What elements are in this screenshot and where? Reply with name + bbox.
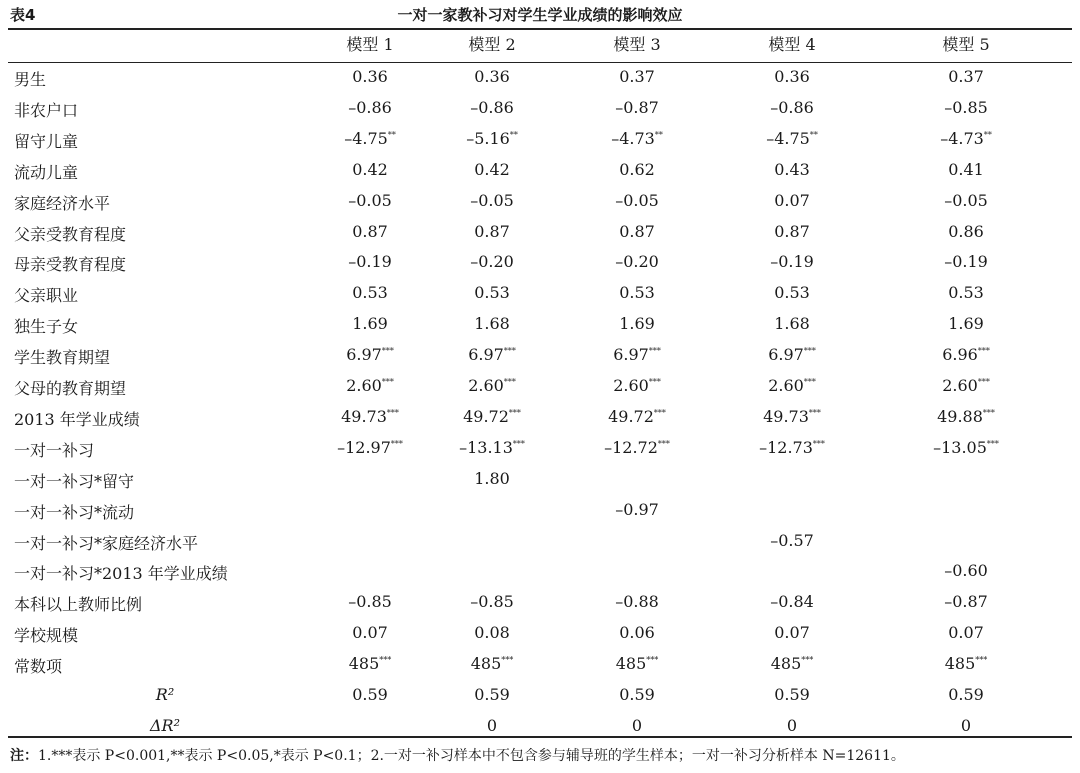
table-cell [896, 345, 1036, 364]
row-label: 一对一补习*留守 [14, 471, 135, 491]
table-cell [722, 716, 862, 735]
row-label: R² [155, 685, 175, 704]
cell-value: 1.69 [619, 314, 655, 334]
table-cell [567, 407, 707, 426]
table-cell [722, 376, 862, 395]
table-cell [567, 129, 707, 148]
cell-value: 0.86 [948, 221, 984, 241]
table-cell [422, 716, 562, 735]
cell-value: 485 [615, 654, 647, 674]
table-cell [422, 283, 562, 302]
table-row [0, 650, 1080, 681]
table-cell [567, 222, 707, 241]
table-row [0, 557, 1080, 588]
table-cell [300, 191, 440, 210]
table-row [0, 187, 1080, 218]
cell-value: 0.36 [352, 67, 388, 86]
cell-value: 0.06 [619, 623, 655, 643]
cell-value: 2.60 [942, 376, 978, 395]
table-cell [300, 314, 440, 333]
cell-value: –0.05 [348, 190, 392, 210]
table-cell [722, 314, 862, 333]
cell-value: –0.05 [470, 190, 514, 210]
significance-marker: *** [982, 408, 995, 418]
table-cell [567, 345, 707, 364]
cell-value: 0.07 [774, 623, 810, 643]
table-cell [567, 191, 707, 210]
significance-marker: *** [986, 439, 999, 449]
table-cell [422, 469, 562, 488]
table-cell [422, 685, 562, 704]
cell-value: 2.60 [768, 376, 804, 395]
significance-marker: *** [512, 439, 525, 449]
significance-marker: ** [809, 130, 818, 140]
table-row [0, 125, 1080, 156]
table-row [0, 218, 1080, 249]
cell-value: –12.97 [337, 437, 391, 457]
cell-value: 0.59 [619, 685, 655, 704]
significance-marker: *** [657, 439, 670, 449]
table-cell [300, 407, 440, 426]
table-cell [300, 438, 440, 457]
row-label: 一对一补习*流动 [14, 502, 135, 522]
cell-value: –0.85 [470, 592, 514, 612]
column-header-model-2: 模型 2 [468, 35, 516, 54]
column-header-model-3: 模型 3 [613, 35, 661, 54]
cell-value: 0.36 [474, 67, 510, 86]
table-cell [422, 191, 562, 210]
cell-value: –0.86 [470, 97, 514, 117]
cell-value: –0.86 [348, 97, 392, 117]
table-cell [567, 67, 707, 86]
cell-value: 0.59 [352, 685, 388, 704]
cell-value: –12.73 [759, 437, 813, 457]
table-cell [896, 283, 1036, 302]
table-cell [300, 98, 440, 117]
table-cell [722, 191, 862, 210]
table-cell [722, 67, 862, 86]
table-row [0, 681, 1080, 712]
cell-value: –0.57 [770, 530, 814, 550]
table-cell [567, 500, 707, 519]
table-cell [722, 438, 862, 457]
row-label: 父母的教育期望 [14, 379, 127, 398]
cell-value: 0.07 [352, 623, 388, 643]
table-cell [722, 685, 862, 704]
table-cell [567, 654, 707, 673]
table-cell [300, 222, 440, 241]
table-row [0, 434, 1080, 465]
table-cell [896, 67, 1036, 86]
row-label: 学校规模 [14, 626, 79, 646]
cell-value: 0.87 [619, 221, 655, 241]
row-label: 一对一补习*家庭经济水平 [14, 533, 199, 553]
table-cell [722, 654, 862, 673]
table-cell [896, 592, 1036, 611]
cell-value: 49.72 [608, 406, 654, 426]
cell-value: 0.59 [474, 685, 510, 704]
note-label: 注： [10, 748, 38, 764]
significance-marker: *** [381, 346, 394, 356]
table-cell [896, 314, 1036, 333]
significance-marker: *** [381, 377, 394, 387]
table-cell [896, 252, 1036, 271]
table-cell [722, 531, 862, 550]
cell-value: 0.87 [352, 221, 388, 241]
cell-value: 0.41 [948, 159, 984, 179]
table-cell [300, 252, 440, 271]
table-cell [567, 98, 707, 117]
table-cell [567, 685, 707, 704]
table-cell [722, 222, 862, 241]
table-cell [422, 345, 562, 364]
table-cell [567, 716, 707, 735]
row-label: 男生 [14, 70, 47, 89]
cell-value: 0 [960, 715, 972, 735]
significance-marker: *** [808, 408, 821, 418]
table-cell [896, 561, 1036, 580]
cell-value: –5.16 [466, 128, 510, 148]
table-cell [300, 376, 440, 395]
table-cell [896, 407, 1036, 426]
cell-value: –0.87 [615, 97, 659, 117]
table-cell [300, 685, 440, 704]
row-label: 家庭经济水平 [14, 193, 111, 213]
table-cell [300, 654, 440, 673]
column-header-model-5: 模型 5 [942, 35, 990, 54]
table-row [0, 465, 1080, 496]
cell-value: 0.08 [474, 623, 510, 643]
cell-value: –0.05 [615, 190, 659, 210]
cell-value: –13.13 [459, 437, 513, 457]
row-label: 母亲受教育程度 [14, 255, 127, 275]
cell-value: –0.20 [615, 252, 659, 272]
cell-value: –4.75 [766, 128, 810, 148]
table-cell [422, 67, 562, 86]
table-cell [422, 314, 562, 333]
table-cell [722, 283, 862, 302]
cell-value: 6.97 [768, 345, 804, 365]
table-cell [567, 160, 707, 179]
table-cell [567, 314, 707, 333]
table-cell [422, 654, 562, 673]
table-cell [722, 129, 862, 148]
row-label: 一对一补习 [14, 440, 95, 460]
cell-value: –0.87 [944, 592, 988, 612]
cell-value: 0.62 [619, 159, 655, 179]
cell-value: –0.86 [770, 97, 814, 117]
cell-value: 485 [470, 654, 502, 674]
cell-value: 0.53 [948, 283, 984, 303]
table-number: 表4 [10, 6, 36, 24]
cell-value: 0.37 [619, 67, 655, 86]
table-row [0, 156, 1080, 187]
table-cell [422, 129, 562, 148]
row-label: 学生教育期望 [14, 348, 111, 368]
significance-marker: *** [648, 346, 661, 356]
significance-marker: *** [503, 346, 516, 356]
cell-value: 0 [631, 715, 643, 735]
significance-marker: *** [977, 377, 990, 387]
table-cell [722, 252, 862, 271]
table-cell [300, 623, 440, 642]
cell-value: 0.87 [774, 221, 810, 241]
cell-value: 2.60 [613, 376, 649, 395]
table-cell [300, 129, 440, 148]
table-row [0, 279, 1080, 310]
table-cell [567, 252, 707, 271]
table-cell [567, 376, 707, 395]
cell-value: –0.97 [615, 499, 659, 519]
row-label: 一对一补习*2013 年学业成绩 [14, 564, 228, 584]
table-cell [422, 376, 562, 395]
table-note [10, 745, 905, 765]
table-cell [722, 407, 862, 426]
cell-value: –0.19 [770, 252, 814, 272]
cell-value: 0.53 [774, 283, 810, 303]
table-row [0, 403, 1080, 434]
table-cell [422, 592, 562, 611]
table-row [0, 248, 1080, 279]
table-cell [896, 716, 1036, 735]
cell-value: 1.69 [948, 314, 984, 334]
cell-value: 0.37 [948, 67, 984, 86]
significance-marker: *** [646, 655, 659, 665]
row-label: 2013 年学业成绩 [14, 409, 140, 429]
significance-marker: *** [801, 655, 814, 665]
cell-value: –4.73 [611, 128, 655, 148]
cell-value: 2.60 [468, 376, 504, 395]
note-text: 1.***表示 P<0.001,**表示 P<0.05,*表示 P<0.1；2.一对一补习样本中不包含参与辅导班的学生样本；一对一补习分析样本 N=12611。 [38, 748, 905, 764]
cell-value: –0.19 [348, 252, 392, 272]
table-cell [896, 438, 1036, 457]
cell-value: 1.69 [352, 314, 388, 334]
significance-marker: *** [386, 408, 399, 418]
significance-marker: ** [654, 130, 663, 140]
table-cell [896, 685, 1036, 704]
cell-value: 0.87 [474, 221, 510, 241]
significance-marker: *** [977, 346, 990, 356]
table-row [0, 372, 1080, 403]
table-cell [422, 407, 562, 426]
table-cell [896, 129, 1036, 148]
cell-value: –4.73 [940, 128, 984, 148]
cell-value: 485 [770, 654, 802, 674]
cell-value: 6.97 [613, 345, 649, 365]
cell-value: 1.68 [774, 314, 810, 334]
cell-value: 6.97 [468, 345, 504, 365]
significance-marker: *** [975, 655, 988, 665]
cell-value: 0.59 [948, 685, 984, 704]
cell-value: –0.19 [944, 252, 988, 272]
table-cell [300, 67, 440, 86]
table-row [0, 63, 1080, 94]
table-cell [567, 283, 707, 302]
table-cell [896, 222, 1036, 241]
significance-marker: *** [508, 408, 521, 418]
table-cell [722, 98, 862, 117]
row-label: 常数项 [14, 657, 63, 677]
row-label: 父亲受教育程度 [14, 224, 127, 244]
table-row [0, 712, 1080, 743]
cell-value: –0.60 [944, 561, 988, 581]
table-row [0, 619, 1080, 650]
table-cell [300, 592, 440, 611]
table-row [0, 94, 1080, 125]
row-label: ΔR² [149, 715, 180, 735]
significance-marker: *** [653, 408, 666, 418]
table-cell [722, 592, 862, 611]
table-row [0, 341, 1080, 372]
cell-value: 6.97 [346, 345, 382, 365]
cell-value: –0.88 [615, 592, 659, 612]
cell-value: 0.07 [948, 623, 984, 643]
row-label: 本科以上教师比例 [14, 595, 143, 615]
cell-value: –0.85 [348, 592, 392, 612]
row-label: 留守儿童 [14, 131, 79, 151]
table-cell [422, 438, 562, 457]
significance-marker: *** [503, 377, 516, 387]
cell-value: 49.72 [463, 406, 509, 426]
cell-value: –4.75 [344, 128, 388, 148]
table-cell [422, 222, 562, 241]
cell-value: –12.72 [604, 437, 658, 457]
table-cell [896, 623, 1036, 642]
table-row [0, 527, 1080, 558]
cell-value: 0.53 [352, 283, 388, 303]
significance-marker: ** [509, 130, 518, 140]
table-cell [422, 160, 562, 179]
table-cell [896, 160, 1036, 179]
cell-value: 0.36 [774, 67, 810, 86]
table-row [0, 588, 1080, 619]
cell-value: 485 [944, 654, 976, 674]
table-cell [722, 623, 862, 642]
significance-marker: ** [387, 130, 396, 140]
cell-value: 0.42 [474, 159, 510, 179]
row-label: 独生子女 [14, 317, 79, 337]
table-cell [896, 98, 1036, 117]
cell-value: 485 [348, 654, 380, 674]
cell-value: 0.07 [774, 190, 810, 210]
cell-value: 1.80 [474, 468, 510, 488]
cell-value: 49.73 [763, 406, 809, 426]
cell-value: –0.85 [944, 97, 988, 117]
table-cell [722, 345, 862, 364]
row-label: 流动儿童 [14, 162, 79, 182]
cell-value: 0.53 [474, 283, 510, 303]
column-header-model-1: 模型 1 [346, 35, 394, 54]
cell-value: 1.68 [474, 314, 510, 334]
table-cell [300, 283, 440, 302]
table-row [0, 310, 1080, 341]
table-cell [896, 191, 1036, 210]
table-caption [0, 0, 1080, 26]
column-header-model-4: 模型 4 [768, 35, 816, 54]
table-cell [567, 623, 707, 642]
significance-marker: *** [379, 655, 392, 665]
cell-value: 0 [486, 715, 498, 735]
table-cell [722, 160, 862, 179]
significance-marker: *** [390, 439, 403, 449]
cell-value: 49.88 [937, 406, 983, 426]
table-cell [896, 654, 1036, 673]
cell-value: –13.05 [933, 437, 987, 457]
cell-value: 49.73 [341, 406, 387, 426]
table-cell [300, 345, 440, 364]
significance-marker: *** [803, 377, 816, 387]
table-cell [896, 376, 1036, 395]
row-label: 非农户口 [14, 100, 79, 120]
table-cell [422, 252, 562, 271]
cell-value: 6.96 [942, 345, 978, 365]
cell-value: –0.84 [770, 592, 814, 612]
table-cell [300, 160, 440, 179]
table-cell [567, 592, 707, 611]
cell-value: 2.60 [346, 376, 382, 395]
significance-marker: *** [812, 439, 825, 449]
cell-value: 0.43 [774, 159, 810, 179]
table-cell [567, 438, 707, 457]
cell-value: 0.42 [352, 159, 388, 179]
table-title: 一对一家教补习对学生学业成绩的影响效应 [397, 6, 683, 24]
significance-marker: *** [803, 346, 816, 356]
table-cell [422, 98, 562, 117]
row-label: 父亲职业 [14, 286, 79, 306]
cell-value: –0.20 [470, 252, 514, 272]
cell-value: 0.53 [619, 283, 655, 303]
table-row [0, 496, 1080, 527]
significance-marker: *** [648, 377, 661, 387]
table-cell [422, 623, 562, 642]
significance-marker: *** [501, 655, 514, 665]
cell-value: –0.05 [944, 190, 988, 210]
significance-marker: ** [983, 130, 992, 140]
cell-value: 0.59 [774, 685, 810, 704]
cell-value: 0 [786, 715, 798, 735]
